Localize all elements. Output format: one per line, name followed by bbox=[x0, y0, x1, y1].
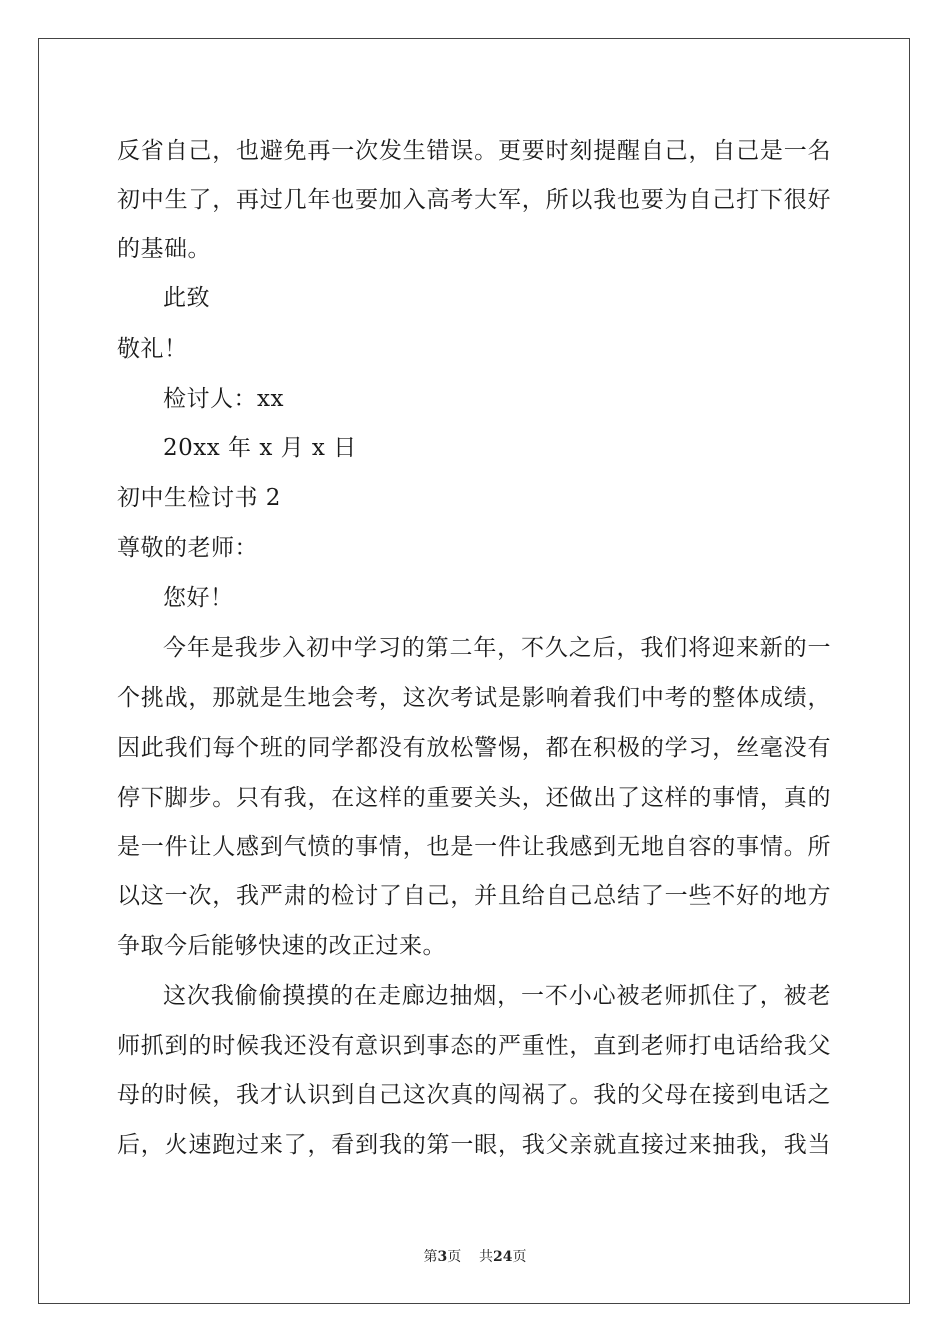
closing-regards: 敬礼！ bbox=[117, 336, 188, 362]
text-line: 争取今后能够快速的改正过来。 bbox=[117, 933, 446, 959]
page-border bbox=[38, 38, 910, 1304]
page-footer bbox=[0, 1247, 950, 1267]
text-line: 以这一次，我严肃的检讨了自己，并且给自己总结了一些不好的地方 bbox=[117, 883, 831, 909]
text-line: 这次我偷偷摸摸的在走廊边抽烟，一不小心被老师抓住了，被老 bbox=[163, 983, 831, 1009]
total-suffix: 页 bbox=[512, 1249, 527, 1265]
text-line: 后，火速跑过来了，看到我的第一眼，我父亲就直接过来抽我，我当 bbox=[117, 1132, 831, 1158]
greeting-hello: 您好！ bbox=[163, 585, 234, 611]
total-prefix: 共 bbox=[479, 1249, 494, 1265]
page-number: 3 bbox=[437, 1249, 448, 1265]
closing-salutation: 此致 bbox=[163, 285, 210, 311]
text-line: 母的时候，我才认识到自己这次真的闯祸了。我的父母在接到电话之 bbox=[117, 1082, 831, 1108]
text-line: 师抓到的时候我还没有意识到事态的严重性，直到老师打电话给我父 bbox=[117, 1033, 831, 1059]
total-pages: 24 bbox=[493, 1249, 513, 1265]
date: 20xx 年 x 月 x 日 bbox=[163, 435, 357, 461]
text-line: 今年是我步入初中学习的第二年，不久之后，我们将迎来新的一 bbox=[163, 635, 831, 661]
page-suffix: 页 bbox=[447, 1249, 462, 1265]
section-title: 初中生检讨书 2 bbox=[117, 485, 281, 511]
page-prefix: 第 bbox=[423, 1249, 438, 1265]
greeting: 尊敬的老师： bbox=[117, 535, 258, 561]
signer: 检讨人：xx bbox=[163, 386, 284, 412]
text-line: 因此我们每个班的同学都没有放松警惕，都在积极的学习，丝毫没有 bbox=[117, 735, 831, 761]
text-line: 初中生了，再过几年也要加入高考大军，所以我也要为自己打下很好 bbox=[117, 187, 831, 213]
text-line: 的基础。 bbox=[117, 236, 211, 262]
text-line: 个挑战，那就是生地会考，这次考试是影响着我们中考的整体成绩， bbox=[117, 685, 831, 711]
text-line: 停下脚步。只有我，在这样的重要关头，还做出了这样的事情，真的 bbox=[117, 785, 831, 811]
text-line: 反省自己，也避免再一次发生错误。更要时刻提醒自己，自己是一名 bbox=[117, 138, 831, 164]
text-line: 是一件让人感到气愤的事情，也是一件让我感到无地自容的事情。所 bbox=[117, 834, 831, 860]
